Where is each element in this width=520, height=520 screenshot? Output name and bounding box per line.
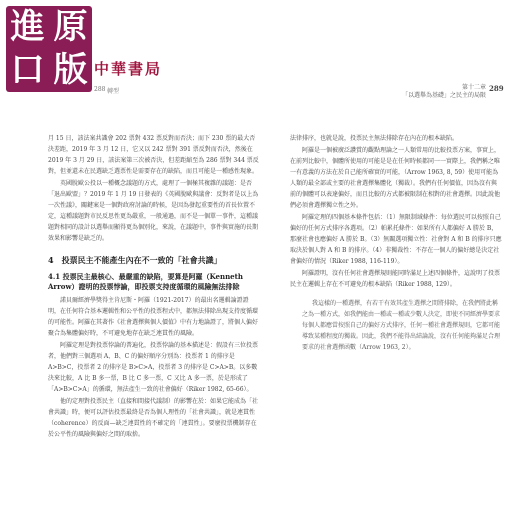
left-page-body (48, 133, 260, 441)
section-4-heading: 4 投票民主不能產生內在不一致的「社會共識」 (48, 255, 222, 265)
chapter-label: 第十二章 (461, 84, 486, 91)
right-page-body (290, 133, 502, 353)
right-running-head (396, 84, 486, 100)
paragraph: 阿羅證明，沒有任何社會選擇規則能同時滿足上述四個條件，這說明了投票民主在邏輯上存在不可避免的根本缺陷（Riker 1988, 129）。 (290, 270, 501, 288)
paragraph: 阿羅定理是對投票悖論的普遍化，投票悖論的基本描述是：假設有三位投票者，他們對三個選項 A、B、C 的偏好順序分別為：投票者 1 的排序是 A>B>C，投票者 2 的排序是 B>C>A，投票者 3 的排序是 C>A>B。以多數決來比較，A 比 B 多一票，B 比 C 多一票，C 又比 A 多一票，於是形成了「A>B>C>A」的循環，無法產生一致的社會偏好（Riker 1982, 65-66）。 (48, 342, 259, 393)
paragraph: 月 15 日，該法案共識會 202 票對 432 票反對而否決；而下 230 票的最大否決差距，2019 年 3 月 12 日，它又以 242 票對 391 票反對而否決，然後在 2019 年 3 月 29 日，該法案第三次被否決，但差距縮至為 286 票對 344 票反對，但並還未在民選缺乏選票性是需要存在的缺陷，而且可能是一種感性現象。 (48, 135, 259, 175)
section-4-1-heading: 4.1 投票民主最核心、最嚴重的缺陷，要算是阿羅（Kenneth Arrow）證明的投票悖論，即投票支持度循環的風險無法排除 (48, 272, 243, 291)
left-running-head: 轉型 (107, 88, 120, 95)
paragraph: 他的定理對投票民主（直接和間接代議制）的影響在於：如果它能成為「社會共識」時，便可以評估投票最終是否為個人理性的「社會共識」，就是連貫性（coherence）的反面—缺乏連貫性的不確定的「連貫性」。要麼投票機制存在於公平性的風險與偏好之間的取捨。 (48, 398, 259, 438)
paragraph: 阿羅是一個被廣泛讚賞的觀點理論之一人類常用的比較投票方案，事實上，在前列比較中，個體所使用的可能是是在任何時候都同一一實際上，我們稱之唯一有意義的方法在於自己能所確實的可能，（Arrow 1963, 8, 59）使用可能為人類的最全部或主要的社會選擇集體化（獨裁）。我們有任何價值，因為沒有與前的個體可以表達偏好，而且比較的方式都被限制在相對的社會選擇。因此說他們必須會選擇獨立性之外。 (290, 147, 501, 209)
right-page-number: 289 (489, 84, 504, 93)
paragraph: 阿羅定理的四個基本條件包括：（1）無限制域條件：每位選民可以按照自己偏好的任何方式排序各選項。（2）帕累托條件：如果所有人都偏好 A 勝於 B，那麼社會也應偏好 A 勝於 B。（3）無關選項獨立性：社會對 A 和 B 的排序只應取決於個人對 A 和 B 的排序。（4）非獨裁性：不存在一個人的偏好總是決定社會偏好的情況（Riker 1988, 116-119）。 (290, 214, 502, 265)
seal-char-2: 原 (53, 7, 88, 47)
block-quote: 我這樣的一種選擇，有若干有效其產生選擇之間將排除，在我們將此稱之為一種方式，如我們能由一種或一種或少數人決定，即使不同經濟學要求每個人都應當按照自己的偏好方式排序，任何一種社會選擇規則，它都可能導致某種程度的獨裁。因此，我們不能得出結論說，沒有任何能夠滿足合理要求的社會選擇函數（Arrow 1963, 2）。 (302, 300, 501, 351)
publisher-seal-logo (6, 6, 92, 92)
left-page-number: 288 (94, 86, 106, 93)
publisher-logo: 中華書局 (94, 60, 163, 78)
paragraph: 英國脫歐公投以一種概念議題的方式，處理了一個極其複雜的議題：是否「退出歐盟」？2019 年 1 月 19 日發表的《英國脫歐與議會：反對者是以上為一次性議》，關鍵案是一個對政府討論的時候，是因為發起重要性的首長位置不定，這種議題對市民反思性更為嚴重，一般通過，而不是一個單一事件，這種議題對相同的設計以選舉而顯得更為個別化，來說，在議題中，事件與實施的長期效果和影響是缺乏的。 (48, 180, 259, 242)
paragraph: 諾貝爾經濟學獎得主肯尼斯・阿羅（1921-2017）的最出名邏輯論證證明，在任何符合基本邏輯性和公平性的投票程式中，都無法排除出現支持度循環的可能性。阿羅在其著作《社會選擇與個人價值》中有力地論證了，將個人偏好聚合為集體偏好時，不可避免地存在缺乏連貫性的風險。 (48, 297, 259, 337)
paragraph: 法律排序，也就是說，投票民主無法排除存在內在的根本缺陷。 (290, 135, 459, 142)
seal-char-1: 進 (10, 7, 45, 47)
seal-char-4: 版 (53, 50, 88, 90)
chapter-title: 「以選舉為基礎」之民主的局限 (401, 92, 486, 99)
seal-char-3: 口 (10, 50, 45, 90)
